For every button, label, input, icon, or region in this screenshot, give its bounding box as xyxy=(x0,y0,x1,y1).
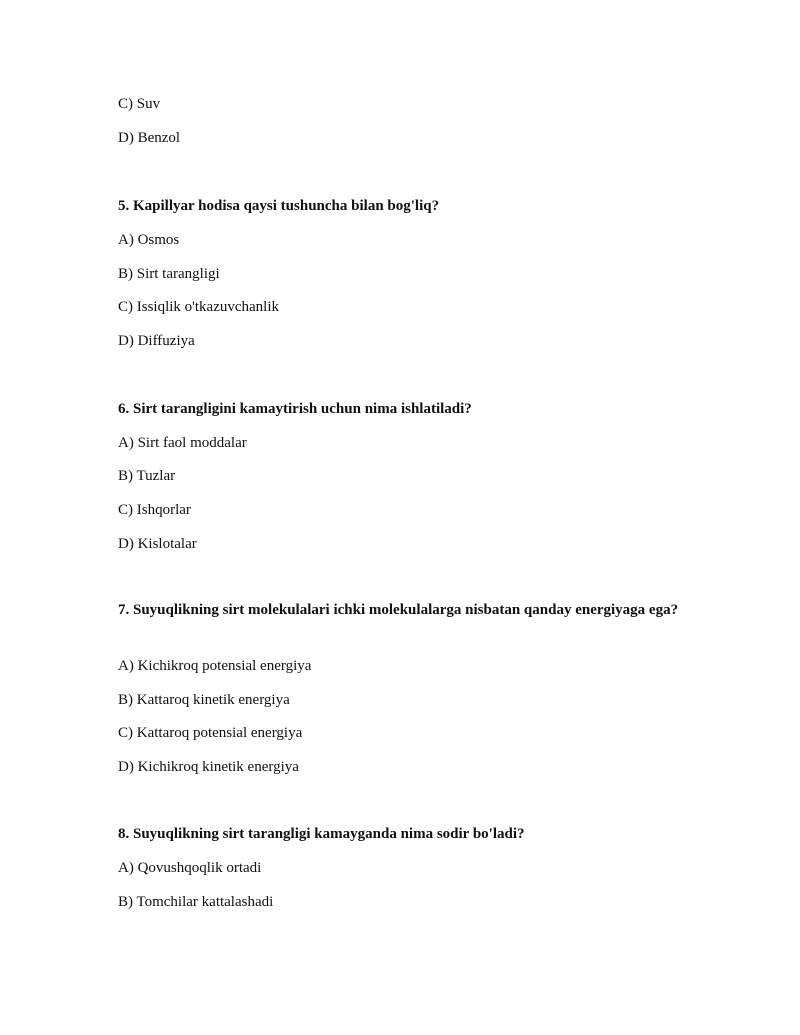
option-d: D) Benzol xyxy=(118,130,181,146)
option-d: D) Diffuziya xyxy=(118,333,195,349)
question-6: 6. Sirt tarangligini kamaytirish uchun nima ishlatiladi? xyxy=(118,401,472,417)
option-b: B) Sirt tarangligi xyxy=(118,266,220,282)
option-d: D) Kichikroq kinetik energiya xyxy=(118,759,299,775)
option-a: A) Osmos xyxy=(118,232,180,248)
option-c: C) Ishqorlar xyxy=(118,502,191,518)
option-c: C) Issiqlik o'tkazuvchanlik xyxy=(118,299,280,315)
option-a: A) Sirt faol moddalar xyxy=(118,435,247,451)
option-d: D) Kislotalar xyxy=(118,536,197,552)
question-7: 7. Suyuqlikning sirt molekulalari ichki molekulalarga nisbatan qanday energiyaga ega? xyxy=(118,602,679,618)
option-c: C) Suv xyxy=(118,96,161,112)
option-a: A) Kichikroq potensial energiya xyxy=(118,658,312,674)
question-8: 8. Suyuqlikning sirt tarangligi kamayganda nima sodir bo'ladi? xyxy=(118,826,525,842)
option-b: B) Tuzlar xyxy=(118,468,176,484)
option-c: C) Kattaroq potensial energiya xyxy=(118,725,303,741)
option-b: B) Kattaroq kinetik energiya xyxy=(118,692,290,708)
option-b: B) Tomchilar kattalashadi xyxy=(118,894,274,910)
question-5: 5. Kapillyar hodisa qaysi tushuncha bilan bog'liq? xyxy=(118,198,440,214)
option-a: A) Qovushqoqlik ortadi xyxy=(118,860,262,876)
